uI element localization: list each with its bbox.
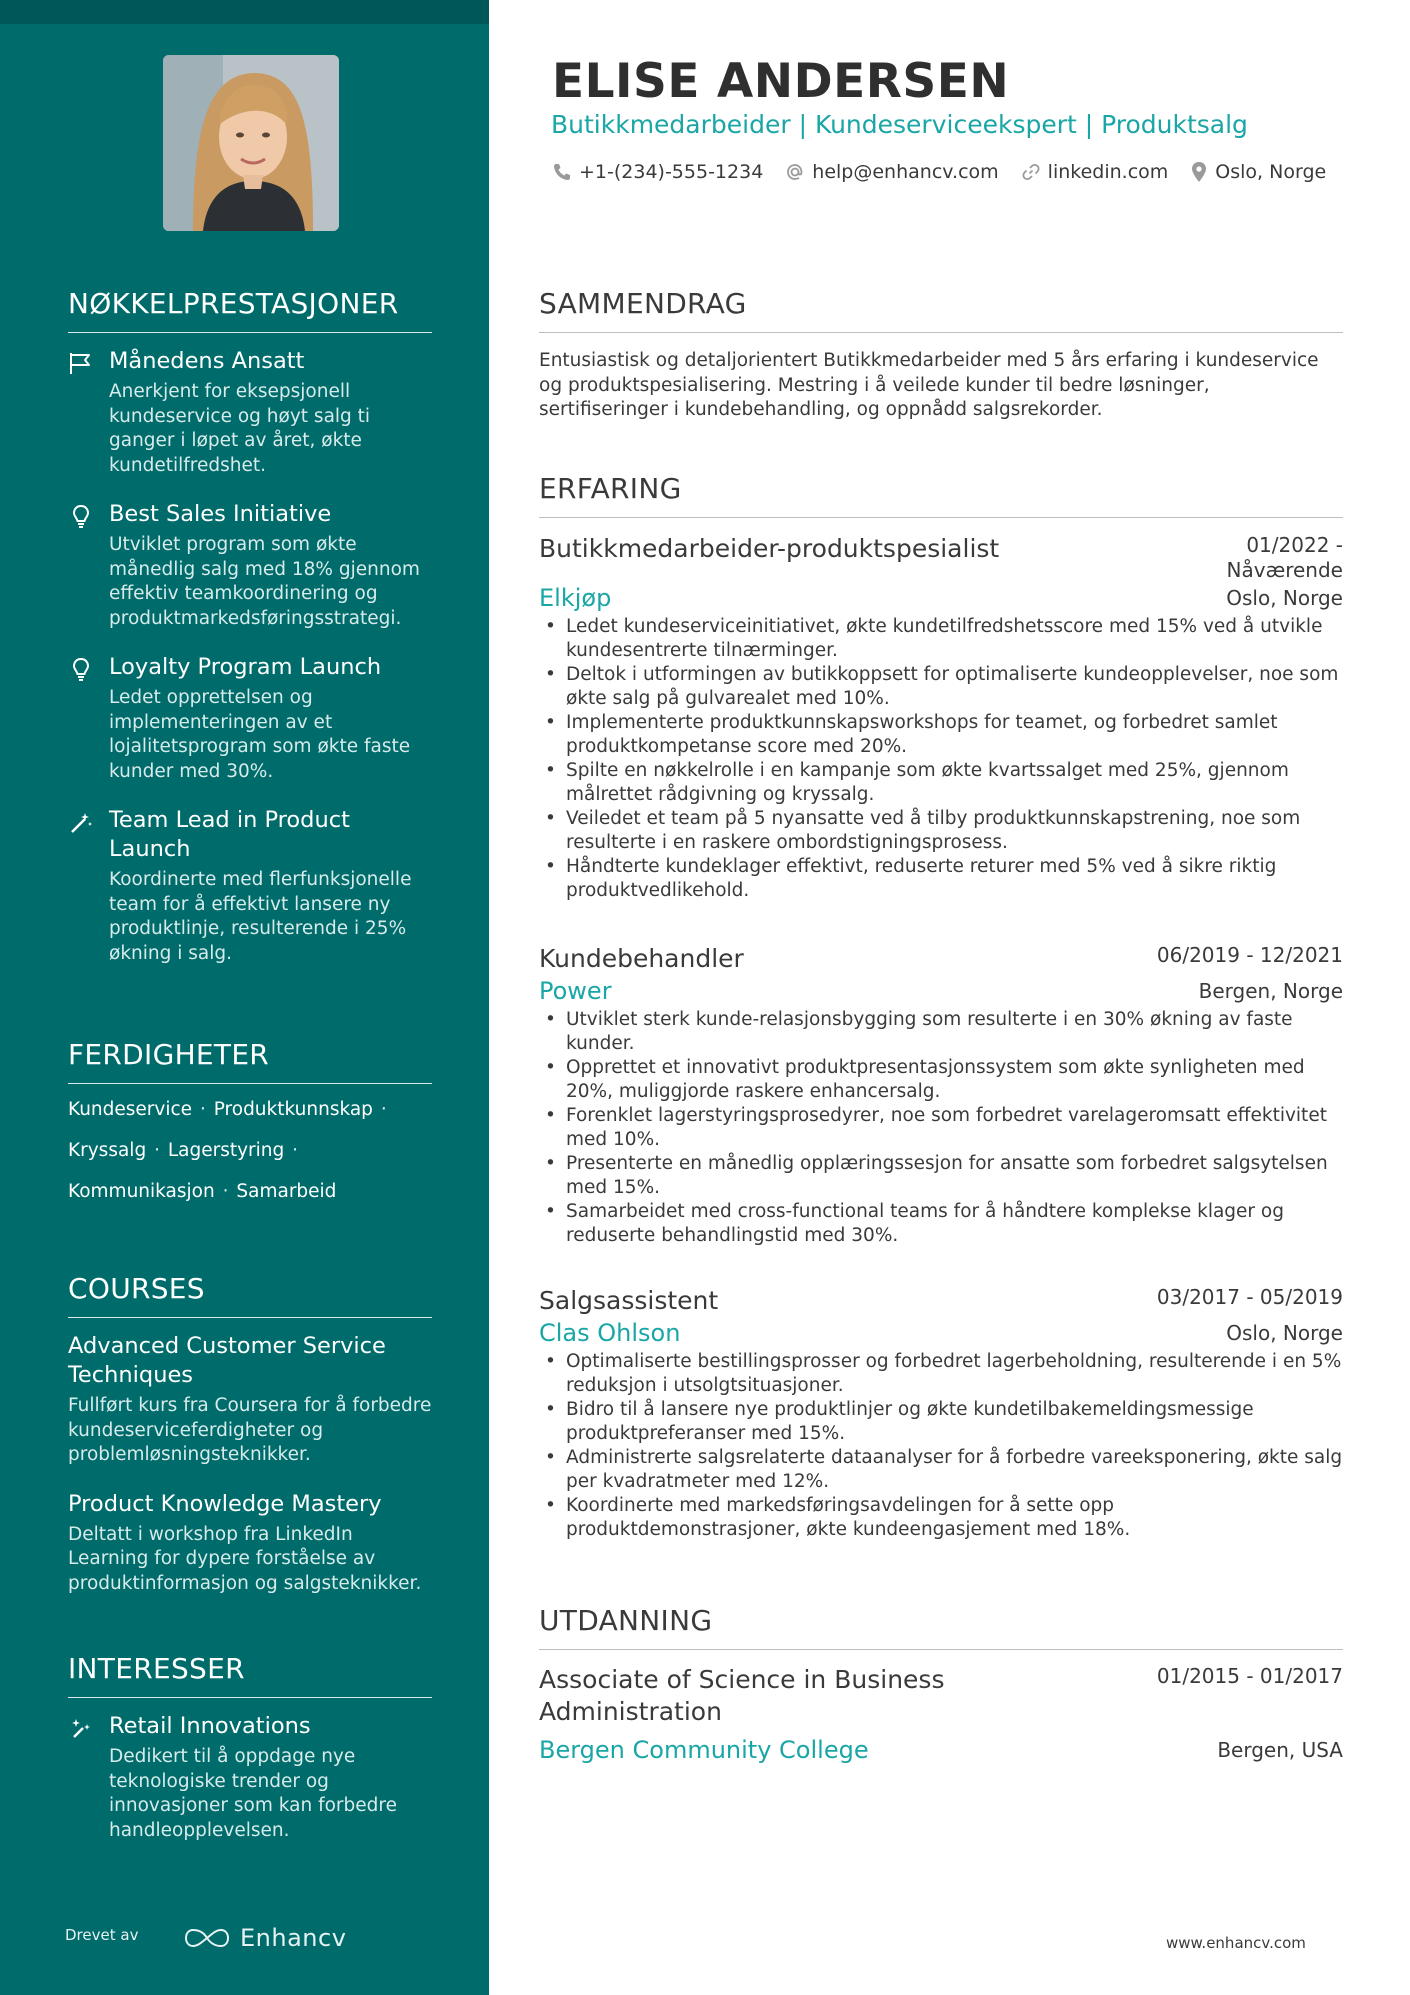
achievement-title: Team Lead in Product Launch xyxy=(109,807,350,862)
contact-phone xyxy=(552,161,763,183)
job-bullet: • Veiledet et team på 5 nyansatte ved å tilby produktkunnskapstrening, noe som resulterte i en raskere ombordstigningsprosess. xyxy=(539,807,1343,855)
achievement-title: Best Sales Initiative xyxy=(109,501,332,527)
candidate-headline: Butikkmedarbeider | Kundeserviceekspert | Produktsalg xyxy=(551,110,1248,139)
job-company: Elkjøp xyxy=(539,584,612,612)
job-entry xyxy=(539,943,1343,1248)
job-bullet: • Optimaliserte bestillingsprosser og forbedret lagerbeholdning, resulterende i en 5% reduksjon i utsolgtsituasjoner. xyxy=(539,1350,1343,1398)
achievement-desc: Anerkjent for eksepsjonell kundeservice og høyt salg ti ganger i løpet av året, økte kundetilfredshet. xyxy=(109,381,371,476)
achievement-title: Loyalty Program Launch xyxy=(109,654,382,680)
course-title: Product Knowledge Mastery xyxy=(68,1490,382,1517)
school-name: Bergen Community College xyxy=(539,1736,869,1764)
course-desc: Deltatt i workshop fra LinkedIn Learning for dypere forståelse av produktinformasjon og salgsteknikker. xyxy=(68,1523,422,1594)
lightbulb-icon xyxy=(68,656,94,682)
contact-email[interactable] xyxy=(785,161,998,183)
skill-line: Kryssalg · Lagerstyring · xyxy=(68,1140,299,1161)
degree-title: Associate of Science in Business Administration xyxy=(539,1665,945,1726)
job-bullet: • Utviklet sterk kunde-relasjonsbygging som resulterte i en 30% økning av faste kunder. xyxy=(539,1008,1343,1056)
skill-line: Kundeservice · Produktkunnskap · xyxy=(68,1099,387,1120)
experience-section xyxy=(539,472,1343,518)
email-text: help@enhancv.com xyxy=(812,161,999,183)
education-entry xyxy=(539,1664,1343,1766)
achievement-desc: Ledet opprettelsen og implementeringen av et lojalitetsprogram som økte faste kunder med 30%. xyxy=(109,687,411,782)
phone-icon xyxy=(552,162,572,182)
achievement-desc: Koordinerte med flerfunksjonelle team for å effektivt lansere ny produktlinje, resulterende i 25% økning i salg. xyxy=(109,869,412,964)
footer-url[interactable]: www.enhancv.com xyxy=(1166,1934,1306,1952)
education-date: 01/2015 - 01/2017 xyxy=(1156,1664,1343,1688)
courses-heading: COURSES xyxy=(68,1272,432,1318)
skills-section xyxy=(68,1038,432,1221)
school-location: Bergen, USA xyxy=(1217,1738,1343,1762)
summary-heading: SAMMENDRAG xyxy=(539,287,1343,333)
contact-location xyxy=(1190,161,1326,183)
achievement-item xyxy=(68,347,432,478)
flag-icon xyxy=(68,350,94,376)
skill-tag: Kommunikasjon xyxy=(68,1181,215,1202)
linkedin-text: linkedin.com xyxy=(1047,161,1169,183)
sidebar xyxy=(0,0,489,1995)
magic-wand-icon xyxy=(68,809,94,835)
skill-line: Kommunikasjon · Samarbeid xyxy=(68,1181,337,1202)
job-bullet: • Opprettet et innovativt produktpresentasjonssystem som økte synligheten med 20%, muliggjorde raskere enhancersalg. xyxy=(539,1056,1343,1104)
job-bullet: • Håndterte kundeklager effektivt, reduserte returer med 5% ved å sikre riktig produktvedlikehold. xyxy=(539,855,1343,903)
job-bullets xyxy=(539,1008,1343,1248)
course-item xyxy=(68,1490,432,1597)
job-company: Clas Ohlson xyxy=(539,1319,681,1347)
interest-item xyxy=(68,1712,432,1843)
link-icon xyxy=(1021,162,1041,182)
skills-list xyxy=(68,1098,432,1204)
education-heading: UTDANNING xyxy=(539,1604,1343,1650)
achievement-item xyxy=(68,653,432,784)
job-title: Butikkmedarbeider-produktspesialist xyxy=(539,534,1000,563)
candidate-name: ELISE ANDERSEN xyxy=(552,54,1010,109)
job-bullet: • Spilte en nøkkelrolle i en kampanje som økte kvartssalget med 25%, gjennom målrettet rådgivning og kryssalg. xyxy=(539,759,1343,807)
interests-section xyxy=(68,1652,432,1843)
experience-heading: ERFARING xyxy=(539,472,1343,518)
job-bullet: • Implementerte produktkunnskapsworkshops for teamet, og forbedret samlet produktkompetanse score med 20%. xyxy=(539,711,1343,759)
achievement-title: Månedens Ansatt xyxy=(109,348,305,374)
interest-title: Retail Innovations xyxy=(109,1713,311,1739)
job-bullet: • Deltok i utformingen av butikkoppsett for optimaliserte kundeopplevelser, noe som økte salg på gulvarealet med 10%. xyxy=(539,663,1343,711)
contact-bar xyxy=(552,161,1348,183)
job-entry xyxy=(539,1285,1343,1542)
job-location: Bergen, Norge xyxy=(1198,979,1343,1003)
job-bullet: • Forenklet lagerstyringsprosedyrer, noe som forbedret varelageromsatt effektivitet med 10%. xyxy=(539,1104,1343,1152)
job-bullet: • Koordinerte med markedsføringsavdelingen for å sette opp produktdemonstrasjoner, økte kundeengasjement med 18%. xyxy=(539,1494,1343,1542)
skill-tag: Kryssalg xyxy=(68,1140,147,1161)
skill-tag: Produktkunnskap xyxy=(213,1099,373,1120)
job-date: 03/2017 - 05/2019 xyxy=(1156,1285,1343,1309)
job-title: Kundebehandler xyxy=(539,944,744,973)
course-desc: Fullført kurs fra Coursera for å forbedre kundeserviceferdigheter og problemløsningsteknikker. xyxy=(68,1395,432,1465)
interests-heading: INTERESSER xyxy=(68,1652,432,1698)
achievement-item xyxy=(68,806,432,966)
summary-text: Entusiastisk og detaljorientert Butikkmedarbeider med 5 års erfaring i kundeservice og produktspesialisering. Mestring i å veilede kunder til bedre løsninger, sertifiseringer i kundebehandling, og oppnådd salgsrekorder. xyxy=(539,350,1319,420)
skills-heading: FERDIGHETER xyxy=(68,1038,432,1084)
course-title: Advanced Customer Service Techniques xyxy=(68,1333,386,1388)
job-bullet: • Presenterte en månedlig opplæringssesjon for ansatte som forbedret salgsytelsen med 15%. xyxy=(539,1152,1343,1200)
job-bullet: • Administrerte salgsrelaterte dataanalyser for å forbedre vareeksponering, økte salg per kvadratmeter med 12%. xyxy=(539,1446,1343,1494)
job-date: 06/2019 - 12/2021 xyxy=(1156,943,1343,967)
achievements-section xyxy=(68,287,432,966)
job-bullet: • Samarbeidet med cross-functional teams for å håndtere komplekse klager og reduserte behandlingstid med 30%. xyxy=(539,1200,1343,1248)
skill-tag: Samarbeid xyxy=(236,1181,337,1202)
phone-text: +1-(234)-555-1234 xyxy=(579,161,764,183)
location-text: Oslo, Norge xyxy=(1215,161,1327,183)
magic-sparkle-icon xyxy=(68,1715,94,1741)
achievement-item xyxy=(68,500,432,631)
courses-section xyxy=(68,1272,432,1596)
at-sign-icon xyxy=(785,162,805,182)
summary-section xyxy=(539,287,1343,423)
sidebar-top-bar xyxy=(0,0,489,24)
brand-name: Enhancv xyxy=(240,1924,347,1952)
job-title: Salgsassistent xyxy=(539,1286,719,1315)
enhancv-logo[interactable] xyxy=(184,1924,346,1952)
contact-linkedin[interactable] xyxy=(1021,161,1169,183)
job-bullet: • Ledet kundeserviceinitiativet, økte kundetilfredshetsscore med 15% ved å utvikle kundesentrerte tilnærminger. xyxy=(539,615,1343,663)
profile-photo xyxy=(163,55,339,231)
job-location: Oslo, Norge xyxy=(1226,1321,1343,1345)
job-bullets xyxy=(539,1350,1343,1542)
education-section xyxy=(539,1604,1343,1650)
infinity-logo-icon xyxy=(184,1927,230,1949)
job-location: Oslo, Norge xyxy=(1226,586,1343,610)
job-bullets xyxy=(539,615,1343,903)
course-item xyxy=(68,1332,432,1468)
lightbulb-icon xyxy=(68,503,94,529)
skill-tag: Kundeservice xyxy=(68,1099,193,1120)
location-pin-icon xyxy=(1190,161,1208,183)
job-company: Power xyxy=(539,977,612,1005)
job-entry xyxy=(539,533,1343,903)
job-date: 01/2022 - Nåværende xyxy=(1226,533,1343,582)
achievement-desc: Utviklet program som økte månedlig salg med 18% gjennom effektiv teamkoordinering og produktmarkedsføringsstrategi. xyxy=(109,534,420,629)
powered-by-label: Drevet av xyxy=(65,1926,139,1944)
job-bullet: • Bidro til å lansere nye produktlinjer og økte kundetilbakemeldingsmessige produktpreferanser med 15%. xyxy=(539,1398,1343,1446)
skill-tag: Lagerstyring xyxy=(167,1140,285,1161)
interest-desc: Dedikert til å oppdage nye teknologiske trender og innovasjoner som kan forbedre handleopplevelsen. xyxy=(109,1746,397,1841)
achievements-heading: NØKKELPRESTASJONER xyxy=(68,287,432,333)
